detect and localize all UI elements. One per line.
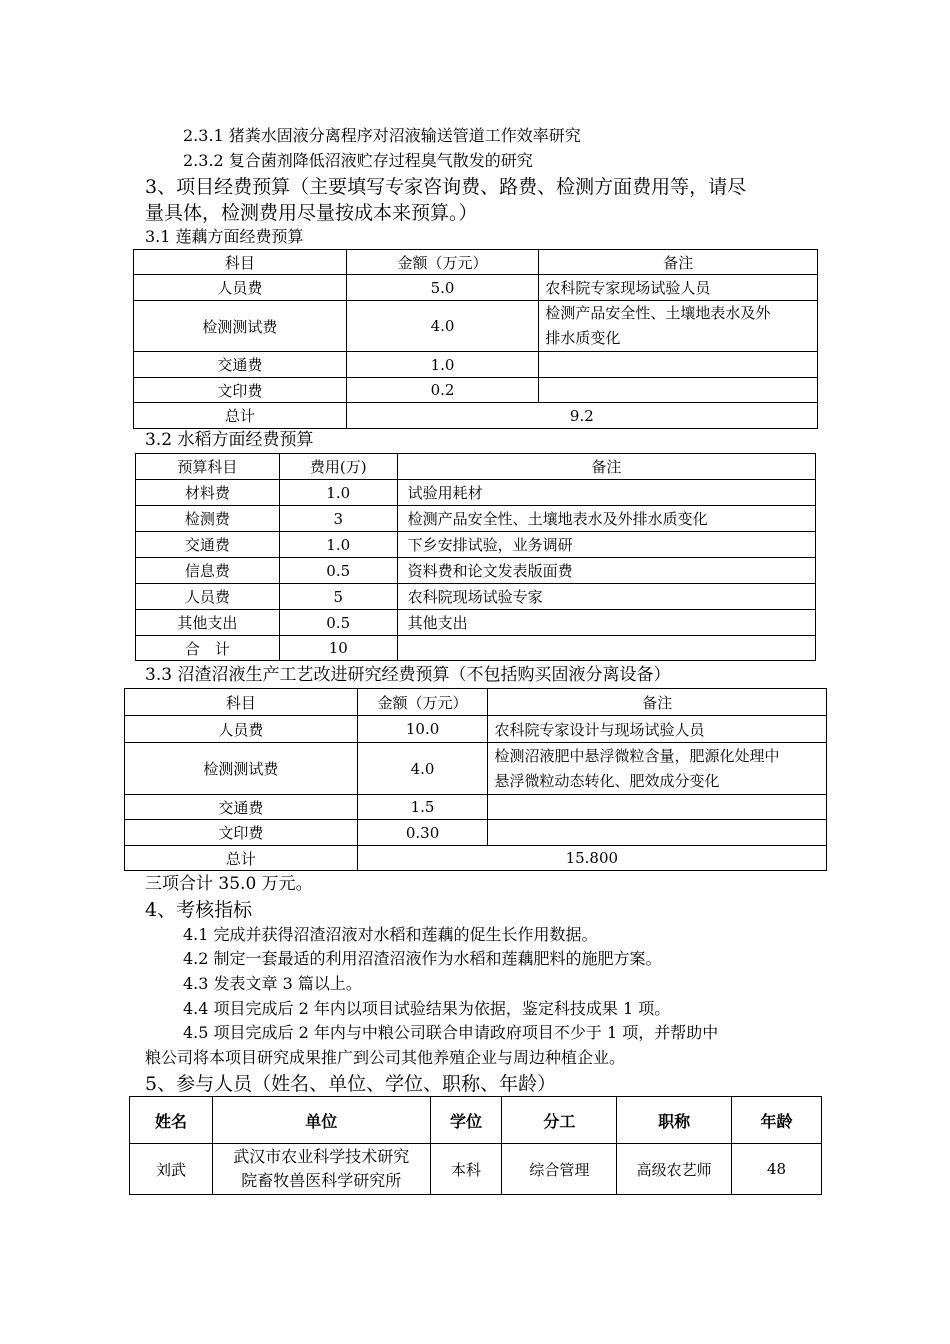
- heading-3-2: 3.2 水稻方面经费预算: [145, 430, 314, 450]
- table-row: 其他支出 0.5 其他支出: [136, 610, 816, 636]
- table-header: 备注: [539, 250, 818, 275]
- table-total-row: 合 计 10: [136, 636, 816, 661]
- personnel-table: [129, 1096, 822, 1195]
- table-row: 人员费 10.0 农科院专家设计与现场试验人员: [125, 716, 827, 743]
- table-header: 分工: [502, 1097, 617, 1144]
- budget-table-lotus: [133, 249, 818, 429]
- paragraph-4-3: 4.3 发表文章 3 篇以上。: [183, 974, 362, 993]
- paragraph-4-5-line1: 4.5 项目完成后 2 年内与中粮公司联合申请政府项目不少于 1 项，并帮助中: [183, 1023, 719, 1042]
- table-header: 年龄: [732, 1097, 822, 1144]
- table-header: 单位: [212, 1097, 430, 1144]
- heading-3-line2: 量具体，检测费用尽量按成本来预算。）: [145, 202, 478, 224]
- table-row: 人员费 5 农科院现场试验专家: [136, 584, 816, 610]
- table-row: 交通费 1.0: [134, 352, 818, 378]
- table-header: 金额（万元）: [346, 250, 539, 275]
- table-total-row: 总计 9.2: [134, 403, 818, 429]
- paragraph-4-4: 4.4 项目完成后 2 年内以项目试验结果为依据，鉴定科技成果 1 项。: [183, 999, 671, 1018]
- heading-5: 5、参与人员（姓名、单位、学位、职称、年龄）: [145, 1073, 557, 1095]
- heading-3-3: 3.3 沼渣沼液生产工艺改进研究经费预算（不包括购买固液分离设备）: [145, 665, 671, 685]
- paragraph-4-5-line2: 粮公司将本项目研究成果推广到公司其他养殖企业与周边种植企业。: [145, 1048, 626, 1067]
- total-all: 三项合计 35.0 万元。: [145, 874, 313, 894]
- table-header: 科目: [134, 250, 347, 275]
- table-header: 学位: [430, 1097, 502, 1144]
- paragraph-2-3-2: 2.3.2 复合菌剂降低沼液贮存过程臭气散发的研究: [183, 151, 533, 170]
- budget-table-process: [124, 688, 827, 871]
- table-header: 金额（万元）: [357, 689, 488, 716]
- table-row: 人员费 5.0 农科院专家现场试验人员: [134, 275, 818, 301]
- budget-table-rice: [135, 453, 816, 661]
- heading-3-line1: 3、项目经费预算（主要填写专家咨询费、路费、检测方面费用等，请尽: [145, 176, 747, 198]
- table-header: 姓名: [130, 1097, 213, 1144]
- paragraph-4-1: 4.1 完成并获得沼渣沼液对水稻和莲藕的促生长作用数据。: [183, 925, 598, 944]
- paragraph-4-2: 4.2 制定一套最适的利用沼渣沼液作为水稻和莲藕肥料的施肥方案。: [183, 949, 662, 968]
- heading-4: 4、考核指标: [145, 899, 253, 921]
- table-header: 科目: [125, 689, 358, 716]
- table-header: 职称: [617, 1097, 732, 1144]
- table-row: 检测测试费 4.0 检测产品安全性、土壤地表水及外 排水质变化: [134, 301, 818, 352]
- table-row: 文印费 0.2: [134, 378, 818, 403]
- table-row: 材料费 1.0 试验用耗材: [136, 480, 816, 506]
- table-row: 检测测试费 4.0 检测沼液肥中悬浮微粒含量，肥源化处理中 悬浮微粒动态转化、肥效成分变化: [125, 743, 827, 795]
- table-row: 刘武 武汉市农业科学技术研究 院畜牧兽医科学研究所 本科 综合管理 高级农艺师 48: [130, 1144, 822, 1195]
- paragraph-2-3-1: 2.3.1 猪粪水固液分离程序对沼液输送管道工作效率研究: [183, 126, 581, 145]
- table-header: 预算科目: [136, 454, 280, 480]
- table-row: 交通费 1.0 下乡安排试验，业务调研: [136, 532, 816, 558]
- table-header: 备注: [488, 689, 827, 716]
- table-row: 检测费 3 检测产品安全性、土壤地表水及外排水质变化: [136, 506, 816, 532]
- table-header: 备注: [397, 454, 815, 480]
- heading-3-1: 3.1 莲藕方面经费预算: [145, 227, 304, 246]
- table-row: 交通费 1.5: [125, 795, 827, 820]
- table-total-row: 总计 15.800: [125, 846, 827, 871]
- table-header: 费用(万): [279, 454, 397, 480]
- table-row: 信息费 0.5 资料费和论文发表版面费: [136, 558, 816, 584]
- table-row: 文印费 0.30: [125, 820, 827, 846]
